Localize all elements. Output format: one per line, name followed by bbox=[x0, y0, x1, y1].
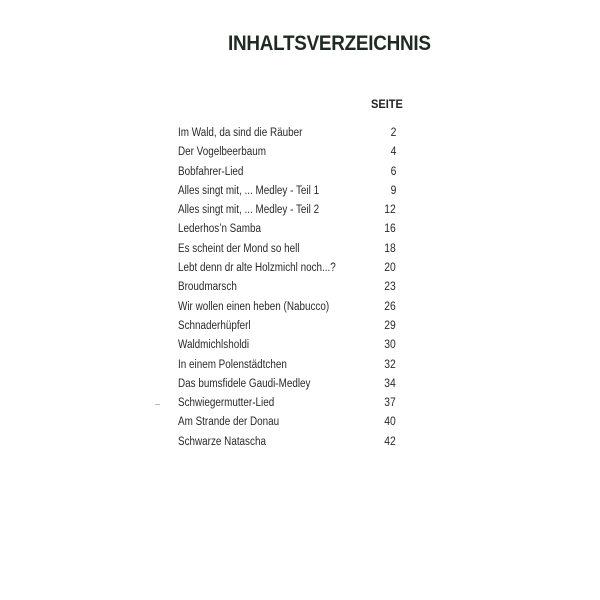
toc-entry bbox=[178, 261, 396, 280]
toc-entry bbox=[178, 165, 396, 184]
toc-entry bbox=[178, 415, 396, 434]
toc-entry-page: 20 bbox=[384, 262, 396, 275]
toc-entry-title: In einem Polenstädtchen bbox=[178, 358, 287, 371]
toc-entry bbox=[178, 222, 396, 241]
page-column-header: SEITE bbox=[371, 97, 403, 111]
page-title: INHALTSVERZEICHNIS bbox=[228, 32, 431, 55]
toc-entry-page: 26 bbox=[384, 300, 396, 313]
toc-entry-page: 4 bbox=[390, 146, 396, 159]
toc-entry-title: Alles singt mit, ... Medley - Teil 1 bbox=[178, 184, 320, 197]
toc-entry-page: 16 bbox=[384, 223, 396, 236]
toc-entry-page: 12 bbox=[384, 204, 396, 217]
toc-entry-page: 34 bbox=[384, 377, 396, 390]
toc-entry-page: 37 bbox=[384, 397, 396, 410]
toc-entry-title: Broudmarsch bbox=[178, 281, 237, 294]
toc-entry-page: 40 bbox=[384, 416, 396, 429]
toc-entry bbox=[178, 242, 396, 261]
toc-entry-title: Am Strande der Donau bbox=[178, 416, 280, 429]
toc-entry bbox=[178, 126, 396, 145]
toc-entry-title: Waldmichlsholdi bbox=[178, 339, 250, 352]
toc-entry-title: Lebt denn dr alte Holzmichl noch...? bbox=[178, 262, 336, 275]
toc-entry-page: 6 bbox=[390, 165, 396, 178]
toc-entry bbox=[178, 145, 396, 164]
toc-entry bbox=[178, 319, 396, 338]
toc-entry-page: 30 bbox=[384, 339, 396, 352]
toc-entry-title: Wir wollen einen heben (Nabucco) bbox=[178, 300, 330, 313]
scan-artifact-mark bbox=[155, 404, 160, 405]
toc-entry-page: 32 bbox=[384, 358, 396, 371]
toc-entry-title: Schnaderhüpferl bbox=[178, 319, 251, 332]
toc-entry bbox=[178, 396, 396, 415]
table-of-contents bbox=[178, 126, 396, 454]
toc-entry bbox=[178, 338, 396, 357]
toc-entry-title: Schwarze Natascha bbox=[178, 435, 266, 448]
toc-entry-title: Lederhos’n Samba bbox=[178, 223, 262, 236]
toc-entry bbox=[178, 358, 396, 377]
toc-entry bbox=[178, 435, 396, 454]
toc-entry-title: Bobfahrer-Lied bbox=[178, 165, 244, 178]
toc-entry-title: Im Wald, da sind die Räuber bbox=[178, 127, 303, 139]
toc-entry-page: 9 bbox=[390, 184, 396, 197]
toc-entry bbox=[178, 377, 396, 396]
toc-entry bbox=[178, 280, 396, 299]
toc-entry-page: 29 bbox=[384, 319, 396, 332]
toc-entry bbox=[178, 203, 396, 222]
toc-entry-title: Das bumsfidele Gaudi-Medley bbox=[178, 377, 311, 390]
toc-entry-title: Es scheint der Mond so hell bbox=[178, 242, 300, 255]
toc-entry-title: Schwiegermutter-Lied bbox=[178, 397, 275, 410]
toc-entry bbox=[178, 184, 396, 203]
toc-entry-title: Der Vogelbeerbaum bbox=[178, 146, 266, 159]
toc-entry-page: 18 bbox=[384, 242, 396, 255]
toc-entry-title: Alles singt mit, ... Medley - Teil 2 bbox=[178, 204, 320, 217]
toc-entry-page: 23 bbox=[384, 281, 396, 294]
toc-entry-page: 2 bbox=[390, 127, 396, 139]
toc-entry bbox=[178, 300, 396, 319]
toc-entry-page: 42 bbox=[384, 435, 396, 448]
